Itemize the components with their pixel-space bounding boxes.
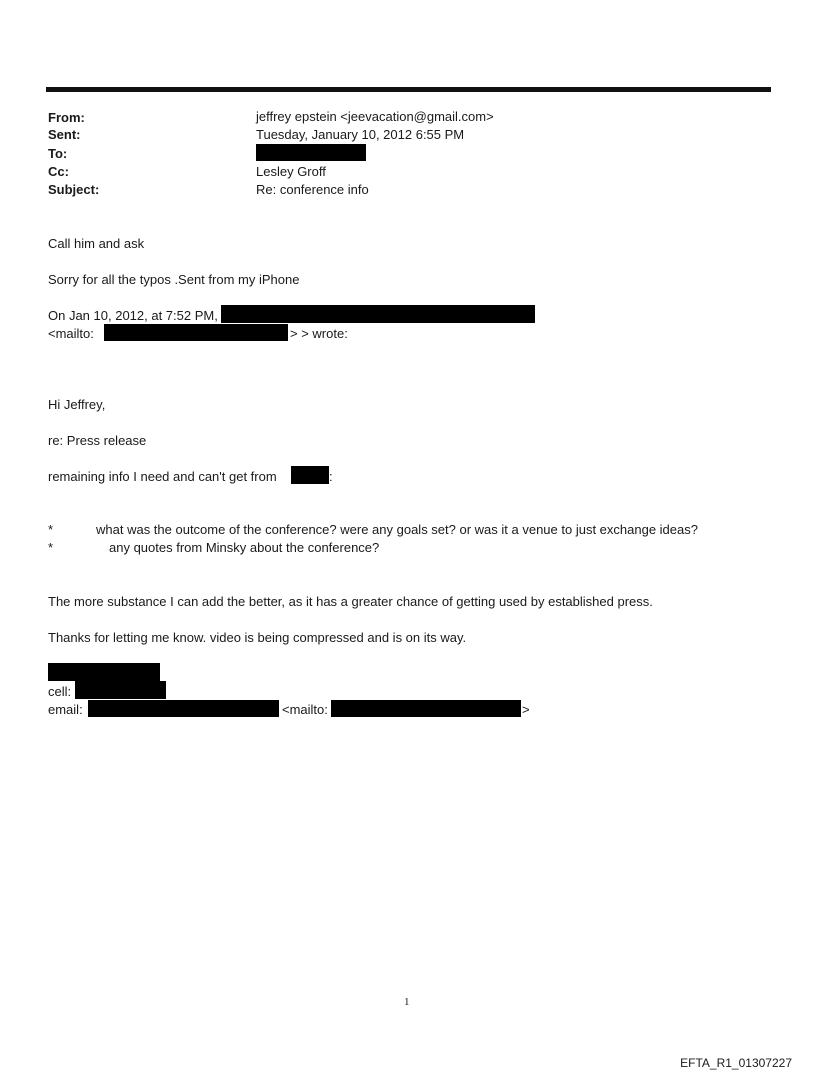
signature-name-redaction <box>48 663 160 681</box>
sent-label: Sent: <box>48 127 81 142</box>
mailto-sig: <mailto: <box>282 702 328 717</box>
email-redaction <box>88 700 279 717</box>
mailto-redaction <box>104 324 288 341</box>
wrote-text: > > wrote: <box>290 326 348 341</box>
remaining-colon: : <box>329 469 333 484</box>
bullet-mark-2: * <box>48 540 54 555</box>
cell-label: cell: <box>48 684 72 699</box>
to-redaction <box>256 144 366 161</box>
header-rule <box>46 87 771 92</box>
sent-value: Tuesday, January 10, 2012 6:55 PM <box>256 127 465 142</box>
bullet-mark-1: * <box>48 522 54 537</box>
mailto-open: <mailto: <box>48 326 94 341</box>
substance-line: The more substance I can add the better, as it has a greater chance of getting used by established press. <box>48 594 653 609</box>
cc-label: Cc: <box>48 164 69 179</box>
bullet-text-1: what was the outcome of the conference? were any goals set? or was it a venue to just exchange ideas? <box>96 522 698 537</box>
cell-redaction <box>75 681 166 699</box>
remaining-text: remaining info I need and can't get from <box>48 469 277 484</box>
subject-value: Re: conference info <box>256 182 369 197</box>
page-number: 1 <box>404 996 410 1008</box>
sender-redaction <box>221 305 535 323</box>
quote-intro-line <box>48 307 218 324</box>
source-redaction <box>291 466 329 484</box>
mailto-sig-redaction <box>331 700 521 717</box>
email-label: email: <box>48 702 83 717</box>
mailto-line <box>48 325 94 342</box>
greeting: Hi Jeffrey, <box>48 397 106 412</box>
to-label: To: <box>48 146 68 161</box>
subject-label: Subject: <box>48 182 100 197</box>
from-value: jeffrey epstein <jeevacation@gmail.com> <box>256 109 494 124</box>
bullet-text-2: any quotes from Minsky about the conference? <box>109 540 380 555</box>
re-line: re: Press release <box>48 433 147 448</box>
document-id: EFTA_R1_01307227 <box>680 1056 792 1070</box>
cc-value: Lesley Groff <box>256 164 326 179</box>
quote-intro-text: On Jan 10, 2012, at 7:52 PM, <box>48 308 218 323</box>
mailto-sig-close: > <box>522 702 530 717</box>
from-label: From: <box>48 110 85 125</box>
thanks-line: Thanks for letting me know. video is being compressed and is on its way. <box>48 630 467 645</box>
body-line-2: Sorry for all the typos .Sent from my iPhone <box>48 272 300 287</box>
body-line-1: Call him and ask <box>48 236 145 251</box>
